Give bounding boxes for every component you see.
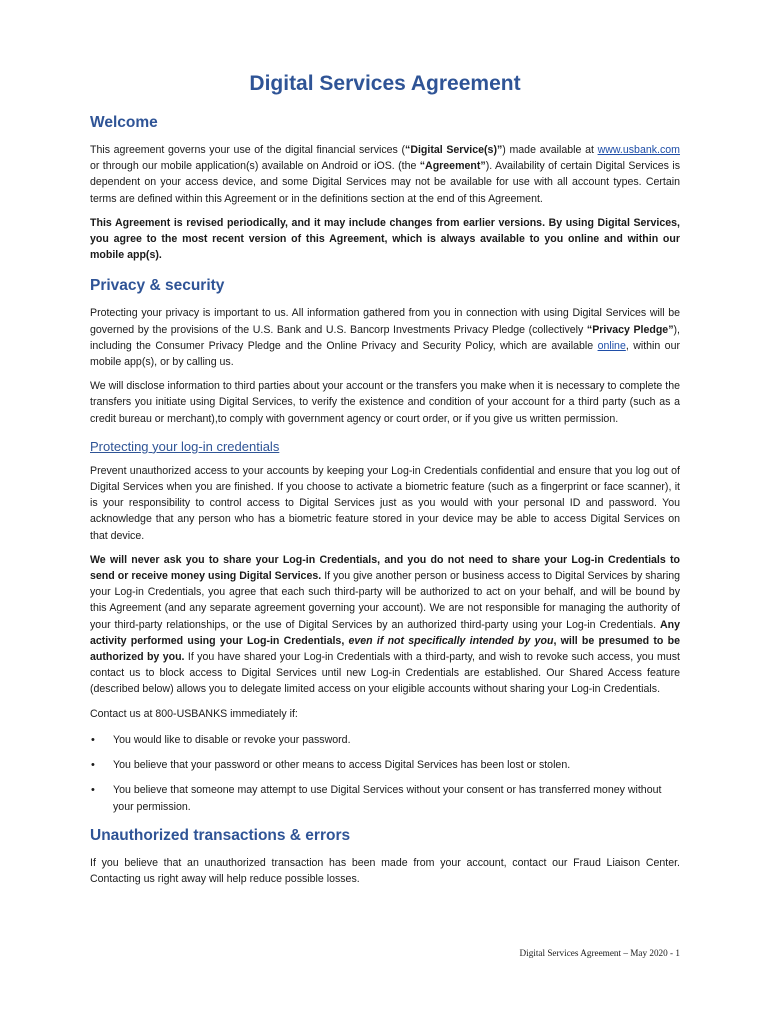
contact-line: Contact us at 800-USBANKS immediately if:: [90, 707, 298, 720]
privacy-p1-text-3: , within our mobile app(s), or by calling us.: [90, 339, 680, 369]
list-item-text: You believe that someone may attempt to use Digital Services without your consent or has transferred money without your permission.: [113, 784, 662, 813]
list-item: [90, 782, 680, 814]
contact-reasons-list: [90, 732, 680, 815]
welcome-paragraph-2: This Agreement is revised periodically, and it may include changes from earlier versions. By using Digital Services, you agree to the most recent version of this Agreement, which is always available to you online and within our mobile app(s).: [90, 216, 680, 262]
welcome-p1-text-2: ) made available at: [502, 144, 598, 156]
list-item: [90, 732, 680, 748]
welcome-p1-text-4: ). Availability of certain Digital Services is dependent on your access device, and some Digital Services may not be available for use with all account types. Certain terms are defined within this Agreement or in the definitions section at the end of this Agreement.: [90, 160, 680, 205]
defined-term-privacy-pledge: “Privacy Pledge”: [586, 323, 674, 336]
credentials-p2-text-1: If you give another person or business access to Digital Services by sharing your Log-in Credentials, you agree that each such third-party will be authorized to act on your behalf, and will be bound by this Agreement (and any separate agreement governing your account). We are not responsible for managing the authority of your third-party relationships, or the use of Digital Services by an authorized third-party using your Log-in Credentials.: [90, 570, 681, 631]
defined-term-digital-services: “Digital Service(s)”: [405, 144, 503, 156]
privacy-heading: Privacy & security: [90, 277, 225, 295]
defined-term-agreement: “Agreement”: [419, 160, 486, 173]
privacy-p1-text-1: Protecting your privacy is important to us. All information gathered from you in connection with using Digital Services will be governed by the provisions of the U.S. Bank and U.S. Bancorp Investments Privacy Pledge (collectively: [90, 307, 680, 336]
credentials-paragraph-2: [90, 552, 680, 698]
bullet-icon: •: [91, 733, 95, 746]
unauthorized-heading: Unauthorized transactions & errors: [90, 826, 351, 844]
privacy-online-link[interactable]: online: [597, 339, 626, 352]
welcome-p1-text-1: This agreement governs your use of the digital financial services (: [90, 144, 406, 156]
unauthorized-paragraph-1: If you believe that an unauthorized transaction has been made from your account, contact our Fraud Liaison Center. Contacting us right away will help reduce possible losses.: [90, 856, 680, 885]
credentials-p2-bold-2: Any activity performed using your Log-in Credentials,: [90, 618, 680, 647]
list-item-text: You would like to disable or revoke your password.: [113, 733, 351, 746]
list-item-text: You believe that your password or other means to access Digital Services has been lost or stolen.: [113, 759, 571, 772]
credentials-p2-bold-3: , will be presumed to be authorized by you.: [90, 634, 680, 664]
usbank-link[interactable]: www.usbank.com: [597, 144, 680, 156]
bullet-icon: •: [91, 759, 95, 772]
document-title: Digital Services Agreement: [249, 72, 521, 95]
credentials-paragraph-1: Prevent unauthorized access to your accounts by keeping your Log-in Credentials confidential and ensure that you log out of Digital Services when you are finished. If you choose to activate a biometric feature (such as a fingerprint or face scanner), it is your responsibility to control access to Digital Services just as you would with your personal ID and password. You acknowledge that any person who has a biometric feature stored in your device may be able to access Digital Services on that device.: [90, 464, 680, 542]
credentials-p2-text-2: If you have shared your Log-in Credentials with a third-party, and wish to revoke such access, you must contact us to block access to Digital Services until new Log-in Credentials are established. Our Shared Access feature (described below) allows you to delegate limited access on your eligible accounts without sharing your Log-in Credentials.: [90, 651, 680, 696]
credentials-p2-bold-italic: even if not specifically intended by you: [348, 634, 554, 647]
welcome-paragraph-1: [90, 142, 680, 207]
privacy-p1-text-2: ), including the Consumer Privacy Pledge and the Online Privacy and Security Policy, which are available: [90, 323, 680, 352]
bullet-icon: •: [91, 784, 95, 797]
welcome-p1-text-3: or through our mobile application(s) available on Android or iOS. (the: [90, 160, 420, 173]
privacy-paragraph-1: [90, 305, 680, 370]
list-item: [90, 757, 680, 773]
privacy-paragraph-2: We will disclose information to third parties about your account or the transfers you make when it is necessary to complete the transfers you initiate using Digital Services, to verify the existence and condition of your account for a third party (such as a credit bureau or merchant),to comply with government agency or court order, or if you give us written permission.: [90, 380, 680, 425]
page-footer: Digital Services Agreement – May 2020 - 1: [519, 948, 680, 958]
credentials-heading: Protecting your log-in credentials: [90, 438, 280, 454]
welcome-heading: Welcome: [90, 114, 158, 131]
credentials-p2-bold-1: We will never ask you to share your Log-in Credentials, and you do not need to share your Log-in Credentials to send or receive money using Digital Services.: [90, 553, 680, 583]
